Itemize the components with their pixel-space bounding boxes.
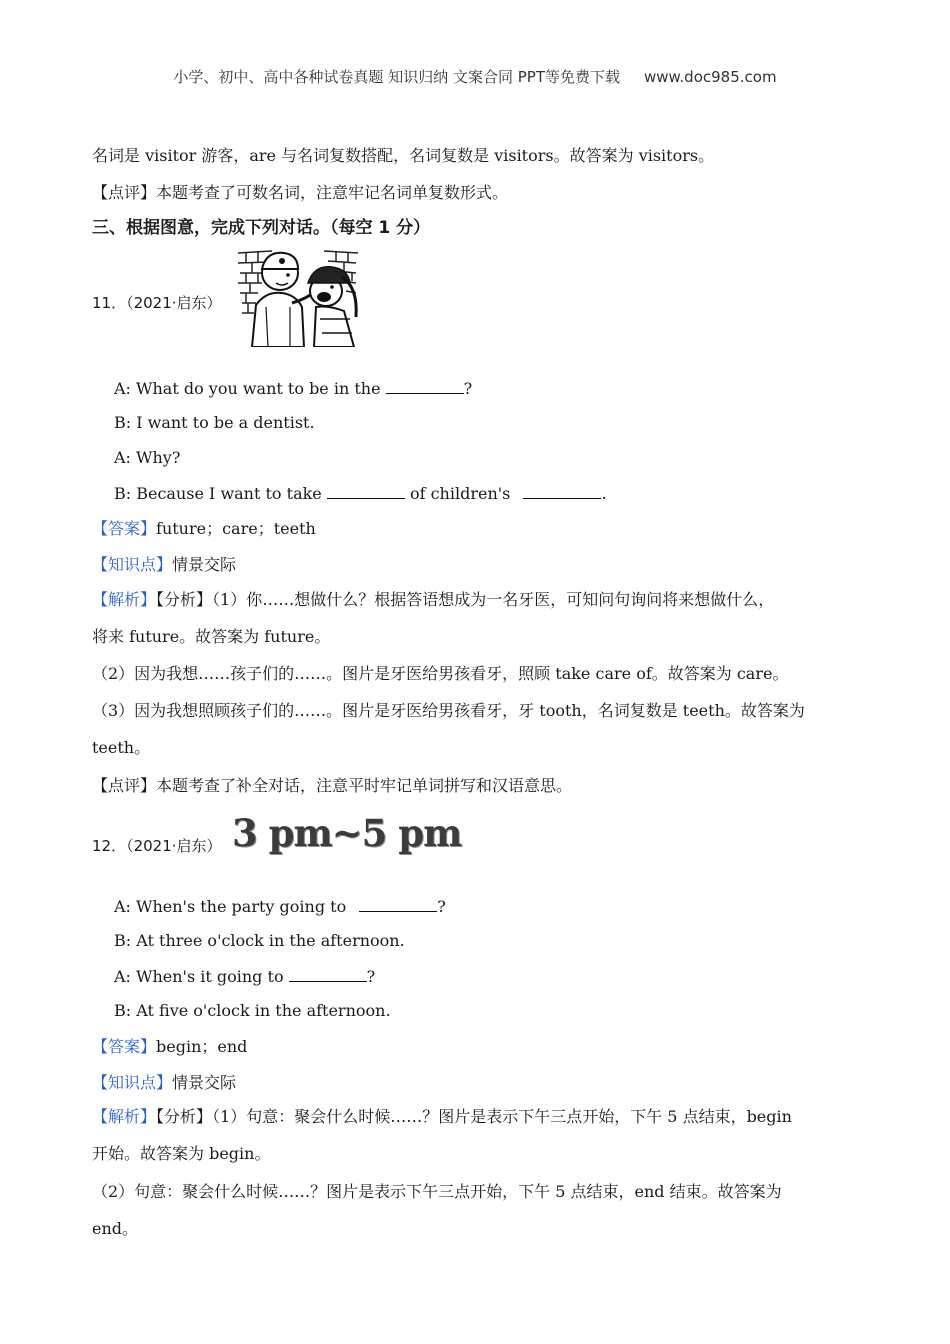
dentist-illustration [232, 247, 362, 347]
q11-comment: 【点评】本题考查了补全对话，注意平时牢记单词拼写和汉语意思。 [92, 776, 573, 795]
q11-analysis-1-cont: 将来 future。故答案为 future。 [92, 627, 331, 646]
q11-analysis-2: （2）因为我想……孩子们的……。图片是牙医给男孩看牙，照顾 take care of。故答案为 care。 [92, 664, 789, 683]
q12-heading [92, 835, 862, 857]
section-title: 三、根据图意，完成下列对话。（每空 1 分） [92, 218, 431, 238]
q12-dialog-4: B: At five o'clock in the afternoon. [114, 1001, 391, 1020]
q11-analysis-3: （3）因为我想照顾孩子们的……。图片是牙医给男孩看牙，牙 tooth，名词复数是 teeth。故答案为 [92, 701, 805, 720]
q12-source: （2021·启东） [126, 837, 222, 855]
q11-analysis-1: 【解析】【分析】（1）你……想做什么？根据答语想成为一名牙医，可知问句询问将来想做什么， [92, 590, 775, 609]
q11-answer: 【答案】future；care；teeth [92, 519, 316, 538]
q11-blank-1[interactable] [386, 377, 464, 394]
time-range-image: 3 pm~5 pm [232, 811, 462, 855]
q12-answer: 【答案】begin；end [92, 1037, 248, 1056]
q12-analysis-1: 【解析】【分析】（1）句意：聚会什么时候……？图片是表示下午三点开始，下午 5 点结束，begin [92, 1107, 792, 1126]
header-text: 小学、初中、高中各种试卷真题 知识归纳 文案合同 PPT等免费下载 [173, 68, 620, 86]
q11-dialog-3: A: Why? [114, 448, 181, 467]
q12-dialog-3: A: When's it going to ? [114, 967, 376, 986]
q12-analysis-2: （2）句意：聚会什么时候……？图片是表示下午三点开始，下午 5 点结束，end 结束。故答案为 [92, 1182, 782, 1201]
q11-number: 11． [92, 294, 127, 312]
dentist-icon [232, 247, 362, 347]
q11-dialog-2: B: I want to be a dentist. [114, 413, 315, 432]
q12-dialog-1: A: When's the party going to ? [114, 897, 446, 916]
q11-heading [92, 292, 862, 314]
q12-analysis-2-cont: end。 [92, 1219, 139, 1238]
q11-dialog-4: B: Because I want to take of children's . [114, 484, 607, 503]
q11-analysis-3-cont: teeth。 [92, 738, 151, 757]
q11-blank-3[interactable] [523, 482, 601, 499]
q12-dialog-2: B: At three o'clock in the afternoon. [114, 931, 405, 950]
q12-number: 12． [92, 837, 127, 855]
q12-blank-1[interactable] [359, 895, 437, 912]
q11-knowledge-point: 【知识点】情景交际 [92, 555, 237, 574]
q11-blank-2[interactable] [327, 482, 405, 499]
header-site: www.doc985.com [643, 68, 777, 86]
q12-analysis-1-cont: 开始。故答案为 begin。 [92, 1144, 271, 1163]
prev-comment: 【点评】本题考查了可数名词，注意牢记名词单复数形式。 [92, 183, 509, 202]
q12-knowledge-point: 【知识点】情景交际 [92, 1073, 237, 1092]
page-header [0, 66, 950, 87]
q12-blank-2[interactable] [289, 965, 367, 982]
q11-source: （2021·启东） [126, 294, 222, 312]
q11-dialog-1: A: What do you want to be in the ? [114, 379, 473, 398]
prev-explanation: 名词是 visitor 游客，are 与名词复数搭配，名词复数是 visitors。故答案为 visitors。 [92, 146, 715, 165]
